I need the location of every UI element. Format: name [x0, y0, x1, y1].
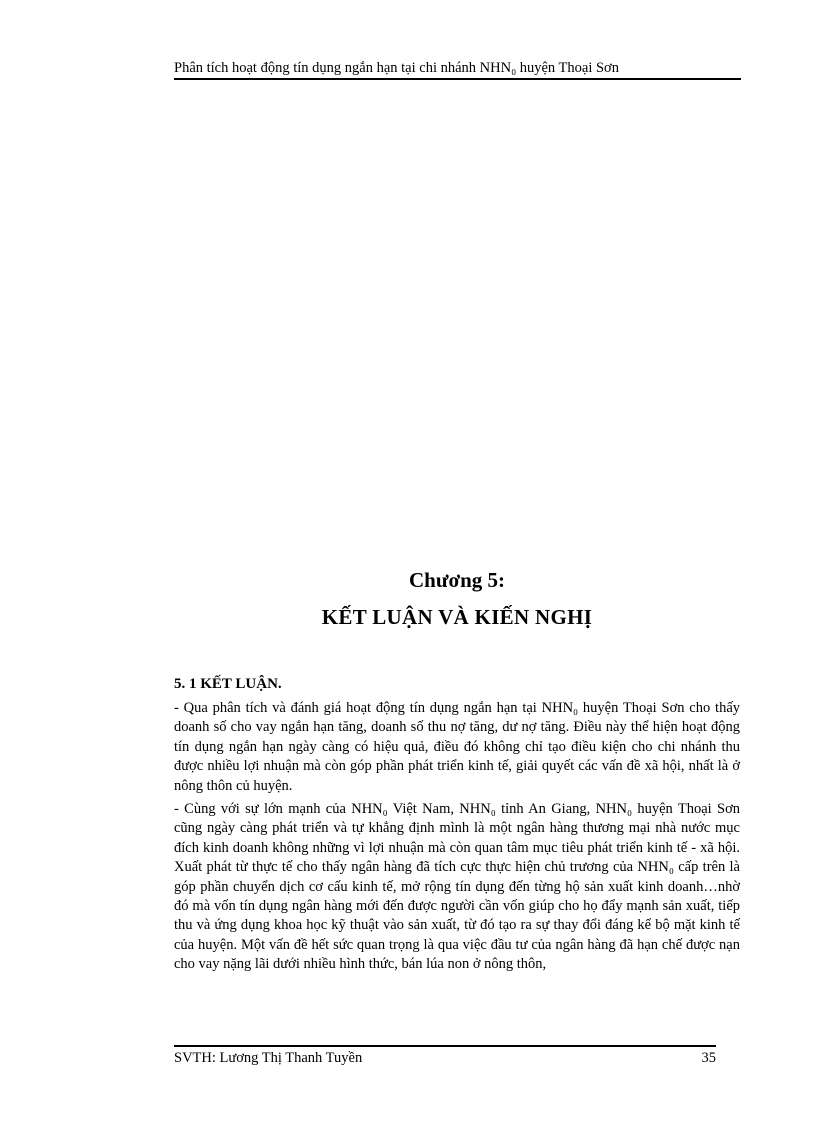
chapter-number: Chương 5:	[409, 568, 505, 592]
body-paragraph: - Cùng với sự lớn mạnh của NHN₀ Việt Nam, NHN₀ tỉnh An Giang, NHN₀ huyện Thoại Sơn cũng ngày càng phát triển và tự khẳng định mình là một ngân hàng thương mại nhà nước mục đích kinh doanh không những vì lợi nhuận mà còn quan tâm mục tiêu phát triển kinh tế - xã hội. Xuất phát từ thực tế cho thấy ngân hàng đã tích cực thực hiện chủ trương của NHN₀ cấp trên là góp phần chuyển dịch cơ cấu kinh tế, mở rộng tín dụng đến từng hộ sản xuất kinh doanh…nhờ đó mà vốn tín dụng ngân hàng mới đến được người cần vốn giúp cho họ đẩy mạnh sản xuất, tiếp thu và ứng dụng khoa học kỹ thuật vào sản xuất, từ đó tạo ra sự thay đổi đáng kể bộ mặt kinh tế của huyện. Một vấn đề hết sức quan trọng là qua việc đầu tư của ngân hàng đã hạn chế được nạn cho vay nặng lãi dưới nhiều hình thức, bán lúa non ở nông thôn,	[174, 801, 740, 973]
chapter-title: KẾT LUẬN VÀ KIẾN NGHỊ	[321, 605, 593, 629]
running-header: Phân tích hoạt động tín dụng ngắn hạn tại chi nhánh NHN₀ huyện Thoại Sơn	[174, 60, 619, 76]
body-paragraph: - Qua phân tích và đánh giá hoạt động tín dụng ngắn hạn tại NHN₀ huyện Thoại Sơn cho thấy doanh số cho vay ngắn hạn tăng, doanh số thu nợ tăng, dư nợ tăng. Điều này thể hiện hoạt động tín dụng ngắn hạn ngày càng có hiệu quả, điều đó không chỉ tạo điều kiện cho chi nhánh thu được nhiều lợi nhuận mà còn góp phần phát triển kinh tế, giải quyết các vấn đề xã hội, nhất là ở nông thôn củ huyện.	[174, 700, 740, 794]
header-divider	[174, 78, 741, 80]
footer-divider	[174, 1045, 716, 1047]
footer-author: SVTH: Lương Thị Thanh Tuyền	[174, 1050, 363, 1066]
section-heading: 5. 1 KẾT LUẬN.	[174, 676, 282, 692]
page-number: 35	[701, 1050, 716, 1066]
